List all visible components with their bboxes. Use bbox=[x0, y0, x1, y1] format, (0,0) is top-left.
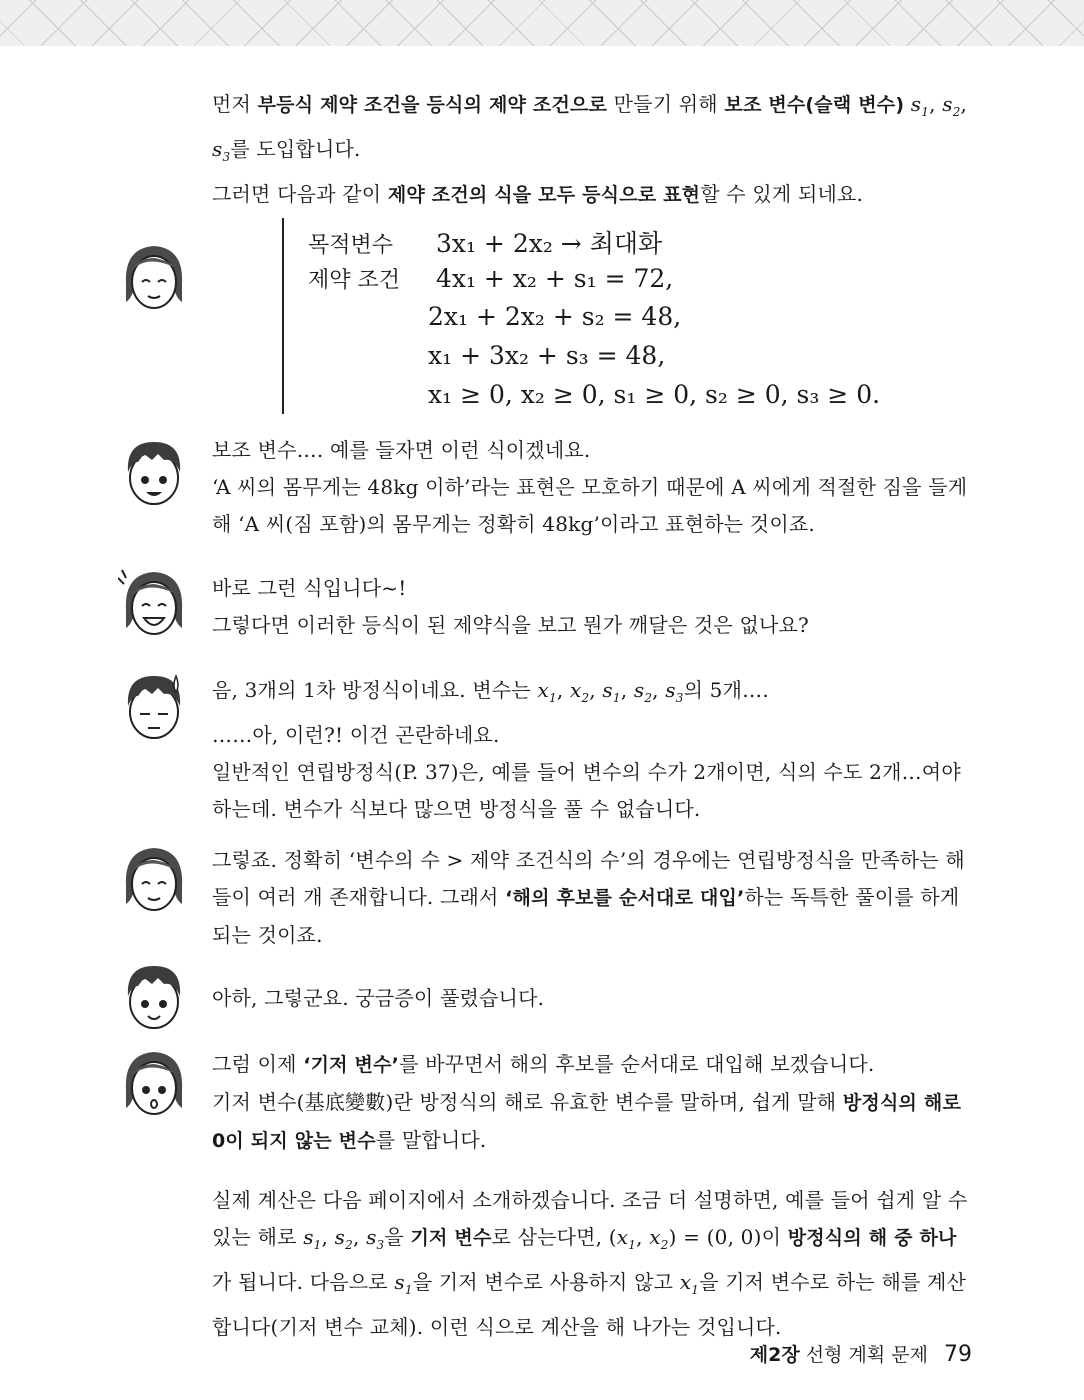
constraint-1: 4x₁ + x₂ + s₁ = 72, bbox=[435, 264, 674, 293]
girl-paragraph-question: 바로 그런 식입니다~! 그렇다면 이러한 등식이 된 제약식을 보고 뭔가 깨달은 것은 없나요? bbox=[212, 576, 809, 637]
girl-smiling-icon bbox=[118, 240, 190, 316]
equation-block bbox=[282, 218, 964, 414]
boy-paragraph-understood: 아하, 그렇군요. 궁금증이 풀렸습니다. bbox=[212, 986, 545, 1010]
constraint-row-4 bbox=[308, 380, 880, 409]
constraint-row-3 bbox=[308, 341, 665, 370]
girl-paragraph-candidates: 그렇죠. 정확히 ‘변수의 수 > 제약 조건식의 수’의 경우에는 연립방정식을 만족하는 해들이 여러 개 존재합니다. 그래서 ‘해의 후보를 순서대로 대입’하는 독특한 풀이를 하게 되는 것이죠. bbox=[212, 848, 965, 947]
boy-paragraph-equations: 음, 3개의 1차 방정식이네요. 변수는 $x_1$, $x_2$, $s_1$, $s_2$, $s_3$의 5개…. ……아, 이런?! 이건 곤란하네요. 일반적인 연립방정식(P. 37)은, 예를 들어 변수의 수가 2개이면, 식의 수도 2개…여야 하는데. 변수가 식보다 많으면 방정식을 풀 수 없습니다. bbox=[212, 678, 961, 821]
boy-happy-icon bbox=[118, 960, 190, 1036]
boy-smiling-icon bbox=[118, 436, 190, 512]
chapter-label: 제2장 bbox=[749, 1344, 800, 1366]
boy-paragraph-slack: 보조 변수…. 예를 들자면 이런 식이겠네요. ‘A 씨의 몸무게는 48kg 이하’라는 표현은 모호하기 때문에 A 씨에게 적절한 짐을 들게 해 ‘A 씨(짐 포함)의 몸무게는 정확히 48kg’이라고 표현하는 것이죠. bbox=[212, 438, 968, 536]
header-pattern-band bbox=[0, 0, 1084, 46]
girl-laughing-icon bbox=[118, 566, 190, 642]
boy-worried-icon bbox=[118, 670, 190, 746]
constraint-row-1 bbox=[308, 263, 673, 294]
nonnegativity: x₁ ≥ 0, x₂ ≥ 0, s₁ ≥ 0, s₂ ≥ 0, s₃ ≥ 0. bbox=[428, 380, 881, 409]
intro-paragraph: 먼저 부등식 제약 조건을 등식의 제약 조건으로 만들기 위해 보조 변수(슬랙 변수) $s_1$, $s_2$, $s_3$를 도입합니다. 그러면 다음과 같이 제약 조건의 식을 모두 등식으로 표현할 수 있게 되네요. bbox=[212, 92, 968, 206]
chapter-title: 선형 계획 문제 bbox=[805, 1344, 928, 1366]
objective-expression: 3x₁ + 2x₂ → 최대화 bbox=[435, 229, 663, 258]
page-number: 79 bbox=[944, 1342, 972, 1367]
girl-paragraph-basis: 그럼 이제 ‘기저 변수’를 바꾸면서 해의 후보를 순서대로 대입해 보겠습니다. 기저 변수(基底變數)란 방정식의 해로 유효한 변수를 말하며, 쉽게 말해 방정식의 해로 0이 되지 않는 변수를 말합니다. bbox=[212, 1052, 961, 1152]
girl-surprised-icon bbox=[118, 1046, 190, 1122]
objective-row bbox=[308, 224, 662, 260]
girl-content-icon bbox=[118, 842, 190, 918]
calculation-paragraph: 실제 계산은 다음 페이지에서 소개하겠습니다. 조금 더 설명하면, 예를 들어 쉽게 알 수 있는 해로 $s_1$, $s_2$, $s_3$을 기저 변수로 삼는다면, ($x_1$, $x_2) = (0$, 0)이 방정식의 해 중 하나가 됩니다. 다음으로 $s_1$을 기저 변수로 사용하지 않고 $x_1$을 기저 변수로 하는 해를 계산합니다(기저 변수 교체). 이런 식으로 계산을 해 나가는 것입니다. bbox=[212, 1188, 968, 1339]
constraint-label: 제약 조건 bbox=[308, 268, 401, 293]
constraint-2: 2x₁ + 2x₂ + s₂ = 48, bbox=[428, 302, 682, 331]
objective-label: 목적변수 bbox=[308, 233, 394, 258]
constraint-3: x₁ + 3x₂ + s₃ = 48, bbox=[428, 341, 666, 370]
constraint-row-2 bbox=[308, 302, 681, 331]
page-footer bbox=[750, 1340, 972, 1367]
